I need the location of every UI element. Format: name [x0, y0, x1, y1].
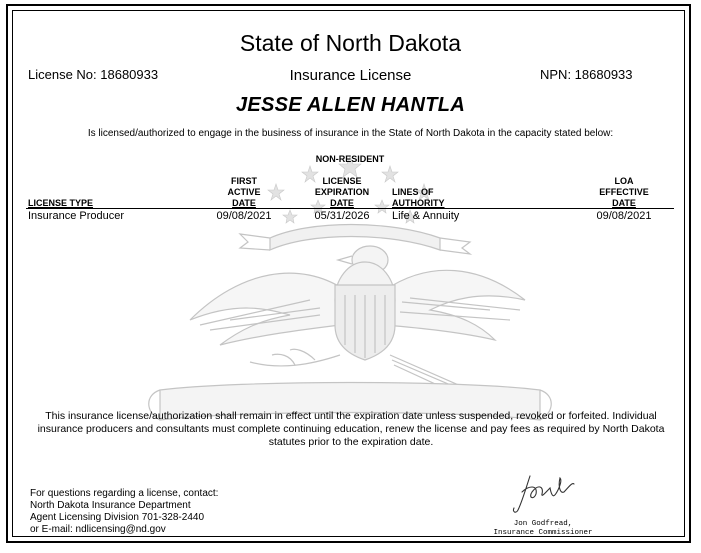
contact-info — [30, 488, 218, 536]
cell-lines-of-authority: Life & Annuity — [392, 210, 460, 222]
contact-line: or E-mail: ndlicensing@nd.gov — [30, 524, 166, 535]
commissioner-block — [488, 520, 598, 538]
commissioner-signature-icon — [508, 468, 588, 516]
document-type: Insurance License — [289, 67, 412, 84]
col-loa-effective-date: LOA EFFECTIVE DATE — [599, 176, 649, 208]
table-header-rule — [26, 208, 674, 209]
state-title: State of North Dakota — [239, 30, 462, 56]
cell-first-active-date: 09/08/2021 — [216, 210, 272, 222]
non-resident-label: NON-RESIDENT — [315, 154, 385, 164]
contact-line: For questions regarding a license, contact: — [30, 488, 219, 499]
col-license-type: LICENSE TYPE — [28, 198, 94, 208]
col-license-expiration-date: LICENSE EXPIRATION DATE — [314, 176, 370, 208]
col-first-active-date: FIRST ACTIVE DATE — [227, 176, 261, 208]
licensee-name: JESSE ALLEN HANTLA — [235, 94, 466, 116]
commissioner-title: Insurance Commissioner — [493, 529, 593, 537]
cell-license-type: Insurance Producer — [28, 210, 124, 222]
license-number: License No: 18680933 — [28, 67, 159, 82]
capacity-statement: Is licensed/authorized to engage in the business of insurance in the State of North Dakota in the capacity stated below: — [87, 128, 614, 139]
contact-line: Agent Licensing Division 701-328-2440 — [30, 512, 205, 523]
cell-loa-effective-date: 09/08/2021 — [596, 210, 652, 222]
contact-line: North Dakota Insurance Department — [30, 500, 191, 511]
npn-number: NPN: 18680933 — [540, 67, 633, 82]
commissioner-name: Jon Godfread, — [513, 520, 573, 528]
license-notice: This insurance license/authorization shall remain in effect until the expiration date unless suspended, revoked or forfeited. Individual insurance producers and consultants must complete continuing education, renew the license and pay fees as required by North Dakota statutes prior to the expiration date. — [37, 410, 665, 448]
col-lines-of-authority: LINES OF AUTHORITY — [392, 187, 445, 208]
cell-expiration-date: 05/31/2026 — [314, 210, 370, 222]
